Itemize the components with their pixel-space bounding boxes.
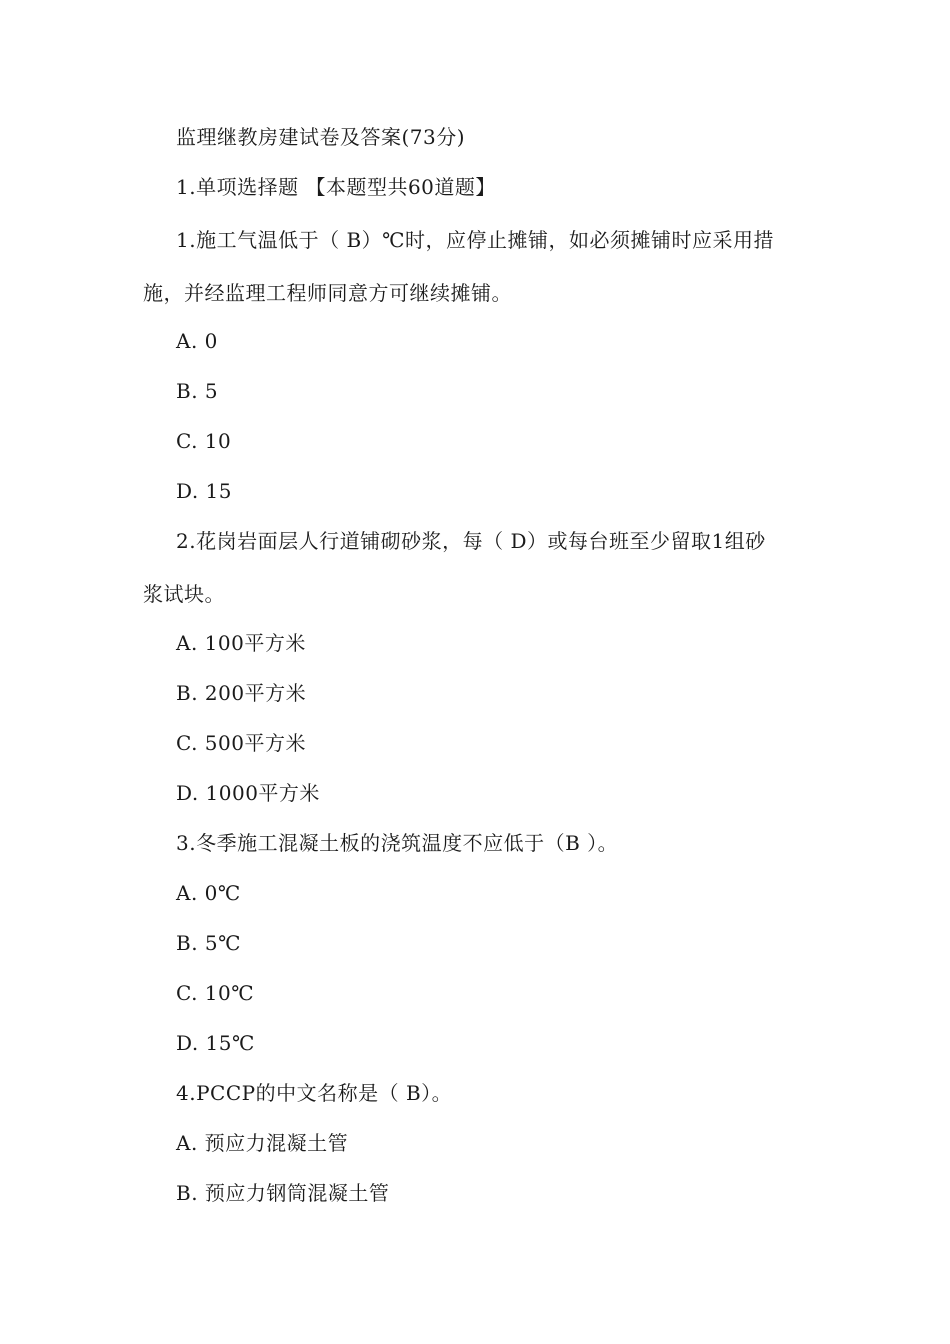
option-c: C. 10: [176, 429, 232, 453]
question-stem: 2.花岗岩面层人行道铺砌砂浆，每（ D）或每台班至少留取1组砂: [176, 529, 766, 553]
option-a: A. 预应力混凝土管: [176, 1131, 349, 1155]
option-d: D. 15: [176, 479, 232, 503]
document-title: 监理继教房建试卷及答案(73分): [176, 125, 466, 149]
option-b: B. 预应力钢筒混凝土管: [176, 1181, 390, 1205]
option-c: C. 500平方米: [176, 731, 306, 755]
option-b: B. 5℃: [176, 931, 242, 955]
option-d: D. 15℃: [176, 1031, 255, 1055]
section-heading: 1.单项选择题 【本题型共60道题】: [176, 175, 496, 199]
option-b: B. 200平方米: [176, 681, 307, 705]
question-stem-continued: 施，并经监理工程师同意方可继续摊铺。: [143, 281, 512, 305]
option-b: B. 5: [176, 379, 219, 403]
option-d: D. 1000平方米: [176, 781, 320, 805]
option-a: A. 0: [176, 329, 218, 353]
question-stem: 1.施工气温低于（ B）℃时，应停止摊铺，如必须摊铺时应采用措: [176, 228, 775, 252]
option-a: A. 100平方米: [176, 631, 306, 655]
question-stem-continued: 浆试块。: [143, 582, 225, 606]
option-a: A. 0℃: [176, 881, 241, 905]
option-c: C. 10℃: [176, 981, 255, 1005]
question-stem: 3.冬季施工混凝土板的浇筑温度不应低于（B ）。: [176, 831, 619, 855]
question-stem: 4.PCCP的中文名称是（ B）。: [176, 1081, 453, 1105]
